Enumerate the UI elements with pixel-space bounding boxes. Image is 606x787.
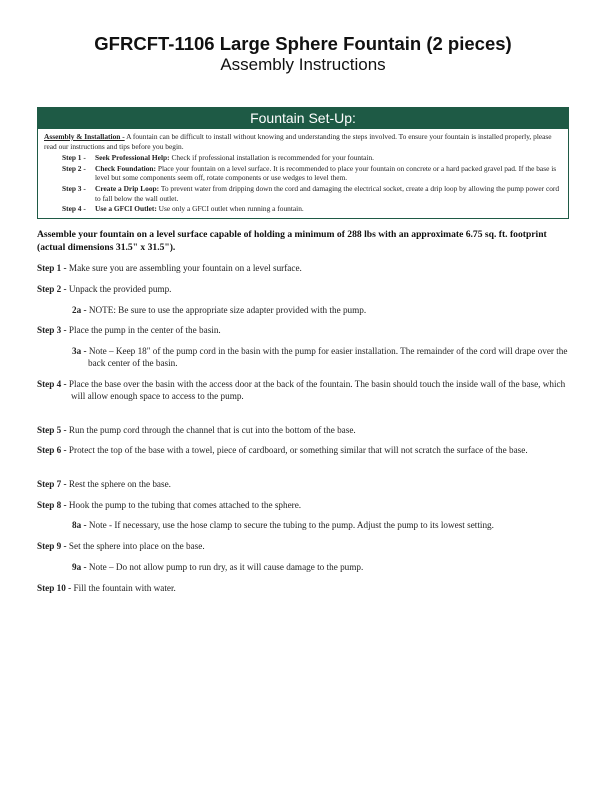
step-number: Step 5 - bbox=[37, 425, 67, 435]
setup-intro-lead: Assembly & Installation - bbox=[44, 132, 125, 141]
setup-step-heading: Create a Drip Loop: bbox=[95, 183, 160, 193]
setup-step-number: Step 2 - bbox=[62, 163, 86, 173]
setup-heading: Fountain Set-Up: bbox=[38, 108, 568, 129]
step-number: Step 4 - bbox=[37, 379, 67, 389]
setup-step-heading: Check Foundation: bbox=[95, 163, 156, 173]
setup-step-detail: Place your fountain on a level surface. It is recommended to place your fountain on concrete or a hard packed gravel pad. If the base is level but some components seem off, rotate components or use wedges to level them. bbox=[95, 163, 557, 183]
substep-number: 2a - bbox=[72, 305, 87, 315]
assembly-step bbox=[37, 263, 577, 275]
assembly-requirement-note: Assemble your fountain on a level surface capable of holding a minimum of 288 lbs with an approximate 6.75 sq. ft. footprint (actual dimensions 31.5" x 31.5"). bbox=[37, 229, 547, 253]
step-number: Step 2 - bbox=[37, 284, 67, 294]
setup-step bbox=[62, 204, 562, 214]
setup-step-number: Step 3 - bbox=[62, 183, 86, 193]
substep-text: NOTE: Be sure to use the appropriate size adapter provided with the pump. bbox=[86, 305, 367, 315]
step-text: Place the base over the basin with the access door at the back of the fountain. The basin should touch the inside wall of the base, which will allow enough space to access to the pump. bbox=[66, 379, 566, 401]
step-number: Step 10 - bbox=[37, 583, 72, 593]
substep-text: Note – Keep 18" of the pump cord in the basin with the pump for easier installation. The remainder of the cord will drape over the back center of the basin. bbox=[86, 346, 568, 368]
substep-number: 9a - bbox=[72, 562, 87, 572]
setup-step-heading: Use a GFCI Outlet: bbox=[95, 204, 157, 214]
step-number: Step 7 - bbox=[37, 479, 67, 489]
step-number: Step 9 - bbox=[37, 541, 67, 551]
step-number: Step 1 - bbox=[37, 263, 67, 273]
assembly-step bbox=[37, 500, 577, 512]
assembly-step bbox=[37, 325, 577, 337]
step-text: Place the pump in the center of the basin. bbox=[66, 325, 221, 335]
step-text: Rest the sphere on the base. bbox=[66, 479, 171, 489]
setup-step-detail: Check if professional installation is recommended for your fountain. bbox=[169, 153, 375, 163]
setup-step-text bbox=[95, 204, 562, 214]
assembly-substep bbox=[72, 346, 577, 369]
setup-body bbox=[38, 129, 568, 214]
step-text: Hook the pump to the tubing that comes attached to the sphere. bbox=[66, 500, 302, 510]
setup-step-text bbox=[95, 153, 562, 163]
step-text: Fill the fountain with water. bbox=[71, 583, 176, 593]
document-subtitle: Assembly Instructions bbox=[220, 55, 386, 74]
setup-step-detail: To prevent water from dripping down the cord and damaging the electrical socket, create a drip loop by allowing the pump power cord to fall below the wall outlet. bbox=[95, 183, 560, 203]
setup-step-number: Step 4 - bbox=[62, 204, 86, 214]
setup-step-text bbox=[95, 184, 562, 203]
setup-step-text bbox=[95, 164, 562, 183]
step-text: Run the pump cord through the channel that is cut into the bottom of the base. bbox=[66, 425, 356, 435]
step-text: Set the sphere into place on the base. bbox=[66, 541, 205, 551]
fountain-setup-box bbox=[37, 107, 569, 219]
substep-text: Note – Do not allow pump to run dry, as it will cause damage to the pump. bbox=[86, 562, 364, 572]
setup-step-detail: Use only a GFCI outlet when running a fountain. bbox=[156, 204, 304, 214]
assembly-step bbox=[37, 541, 577, 553]
setup-step-number: Step 1 - bbox=[62, 153, 86, 163]
step-number: Step 3 - bbox=[37, 325, 67, 335]
setup-step-heading: Seek Professional Help: bbox=[95, 153, 170, 163]
substep-number: 3a - bbox=[72, 346, 87, 356]
setup-step bbox=[62, 184, 562, 203]
assembly-substep bbox=[72, 305, 577, 317]
document-title: GFRCFT-1106 Large Sphere Fountain (2 pieces) bbox=[94, 33, 512, 54]
assembly-step bbox=[37, 479, 577, 491]
step-text: Unpack the provided pump. bbox=[66, 284, 172, 294]
substep-number: 8a - bbox=[72, 520, 87, 530]
assembly-substep bbox=[72, 520, 577, 532]
setup-step bbox=[62, 153, 562, 163]
assembly-step bbox=[37, 379, 577, 402]
step-number: Step 6 - bbox=[37, 445, 67, 455]
assembly-step bbox=[37, 425, 577, 437]
setup-step bbox=[62, 164, 562, 183]
setup-intro bbox=[44, 132, 562, 151]
step-number: Step 8 - bbox=[37, 500, 67, 510]
setup-intro-text: A fountain can be difficult to install without knowing and understanding the steps involved. To ensure your fountain is installed properly, please read our instructions and tips before you begin. bbox=[44, 132, 552, 151]
assembly-step bbox=[37, 445, 577, 457]
assembly-substep bbox=[72, 562, 577, 574]
step-text: Protect the top of the base with a towel, piece of cardboard, or something similar that will not scratch the surface of the base. bbox=[66, 445, 528, 455]
assembly-step bbox=[37, 284, 577, 296]
substep-text: Note - If necessary, use the hose clamp to secure the tubing to the pump. Adjust the pump to its lowest setting. bbox=[86, 520, 494, 530]
assembly-step bbox=[37, 583, 577, 595]
step-text: Make sure you are assembling your fountain on a level surface. bbox=[66, 263, 302, 273]
